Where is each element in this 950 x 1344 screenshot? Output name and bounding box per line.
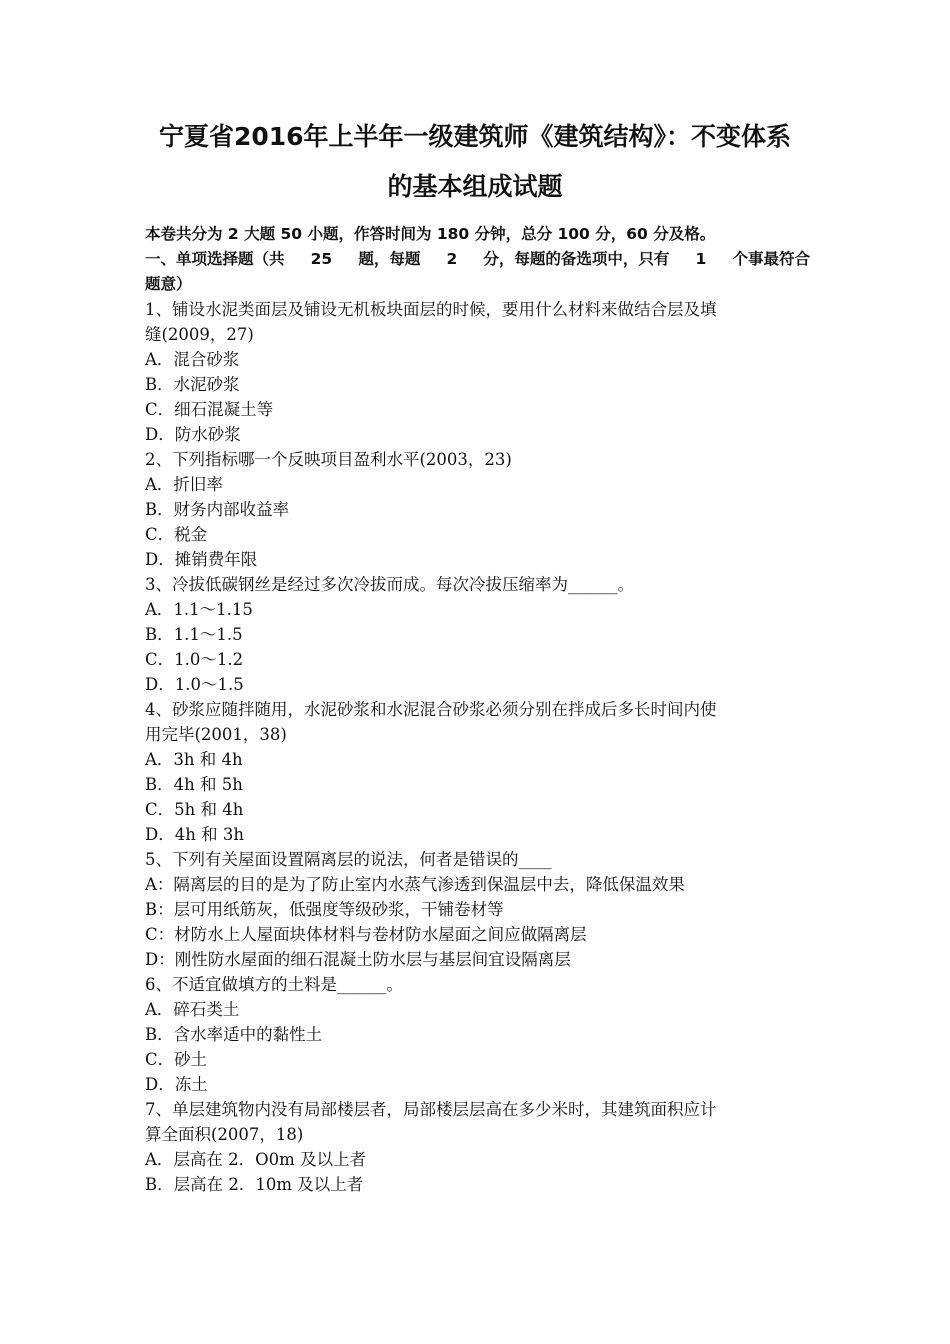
answer-option: B．1.1～1.5 xyxy=(145,625,243,644)
section-heading-part: 25 xyxy=(310,250,333,268)
question-item xyxy=(145,297,810,447)
question-list xyxy=(145,297,810,1197)
document-body xyxy=(145,222,810,1197)
question-stem: 5、下列有关屋面设置隔离层的说法，何者是错误的____ xyxy=(145,850,552,869)
answer-option: D．冻土 xyxy=(145,1075,208,1094)
answer-option: A．混合砂浆 xyxy=(145,350,240,369)
answer-option: C．税金 xyxy=(145,525,208,544)
question-stem: 算全面积(2007，18) xyxy=(145,1125,304,1144)
answer-option: A．1.1～1.15 xyxy=(145,600,253,619)
exam-intro: 本卷共分为 2 大题 50 小题，作答时间为 180 分钟，总分 100 分，60 分及格。 xyxy=(145,225,716,243)
answer-option: A．3h 和 4h xyxy=(145,750,243,769)
question-item xyxy=(145,447,810,572)
question-stem: 1、铺设水泥类面层及铺设无机板块面层的时候，要用什么材料来做结合层及填 xyxy=(145,300,717,319)
answer-option: D．4h 和 3h xyxy=(145,825,244,844)
document-title-line-1: 宁夏省2016年上半年一级建筑师《建筑结构》：不变体系 xyxy=(158,122,792,151)
answer-option: D：刚性防水屋面的细石混凝土防水层与基层间宜设隔离层 xyxy=(145,950,571,969)
answer-option: D．摊销费年限 xyxy=(145,550,258,569)
answer-option: C．5h 和 4h xyxy=(145,800,244,819)
question-item xyxy=(145,572,810,697)
question-stem: 缝(2009，27) xyxy=(145,325,254,344)
section-heading-part: 一、单项选择题（共 xyxy=(145,250,285,268)
answer-option: A．折旧率 xyxy=(145,475,223,494)
section-heading-part: 2 xyxy=(446,250,458,268)
answer-option: B．层高在 2．10m 及以上者 xyxy=(145,1175,364,1194)
answer-option: B．水泥砂浆 xyxy=(145,375,240,394)
answer-option: B．财务内部收益率 xyxy=(145,500,290,519)
answer-option: B．4h 和 5h xyxy=(145,775,243,794)
question-item xyxy=(145,1097,810,1197)
answer-option: B：层可用纸筋灰，低强度等级砂浆，干铺卷材等 xyxy=(145,900,504,919)
section-heading-part: 1 xyxy=(695,250,707,268)
section-heading-part: 个事最符合 xyxy=(732,250,810,268)
answer-option: D．防水砂浆 xyxy=(145,425,241,444)
answer-option: A：隔离层的目的是为了防止室内水蒸气渗透到保温层中去，降低保温效果 xyxy=(145,875,685,894)
section-heading-continued: 题意） xyxy=(145,275,192,293)
section-heading xyxy=(145,247,810,272)
section-heading-part: 分，每题的备选项中，只有 xyxy=(483,250,670,268)
question-item xyxy=(145,847,810,972)
answer-option: B．含水率适中的黏性土 xyxy=(145,1025,323,1044)
answer-option: C．1.0～1.2 xyxy=(145,650,244,669)
answer-option: A．碎石类土 xyxy=(145,1000,240,1019)
document-title-line-2: 的基本组成试题 xyxy=(387,172,563,201)
answer-option: C．细石混凝土等 xyxy=(145,400,274,419)
question-stem: 6、不适宜做填方的土料是______。 xyxy=(145,975,403,994)
question-stem: 7、单层建筑物内没有局部楼层者，局部楼层层高在多少米时，其建筑面积应计 xyxy=(145,1100,717,1119)
section-heading-part: 题，每题 xyxy=(358,250,421,268)
question-stem: 4、砂浆应随拌随用，水泥砂浆和水泥混合砂浆必须分别在拌成后多长时间内使 xyxy=(145,700,717,719)
question-item xyxy=(145,972,810,1097)
answer-option: C：材防水上人屋面块体材料与卷材防水屋面之间应做隔离层 xyxy=(145,925,587,944)
question-stem: 3、冷拔低碳钢丝是经过多次冷拔而成。每次冷拔压缩率为______。 xyxy=(145,575,634,594)
question-stem: 2、下列指标哪一个反映项目盈利水平(2003，23) xyxy=(145,450,512,469)
question-stem: 用完毕(2001，38) xyxy=(145,725,287,744)
answer-option: A．层高在 2．O0m 及以上者 xyxy=(145,1150,367,1169)
question-item xyxy=(145,697,810,847)
answer-option: D．1.0～1.5 xyxy=(145,675,244,694)
answer-option: C．砂土 xyxy=(145,1050,208,1069)
